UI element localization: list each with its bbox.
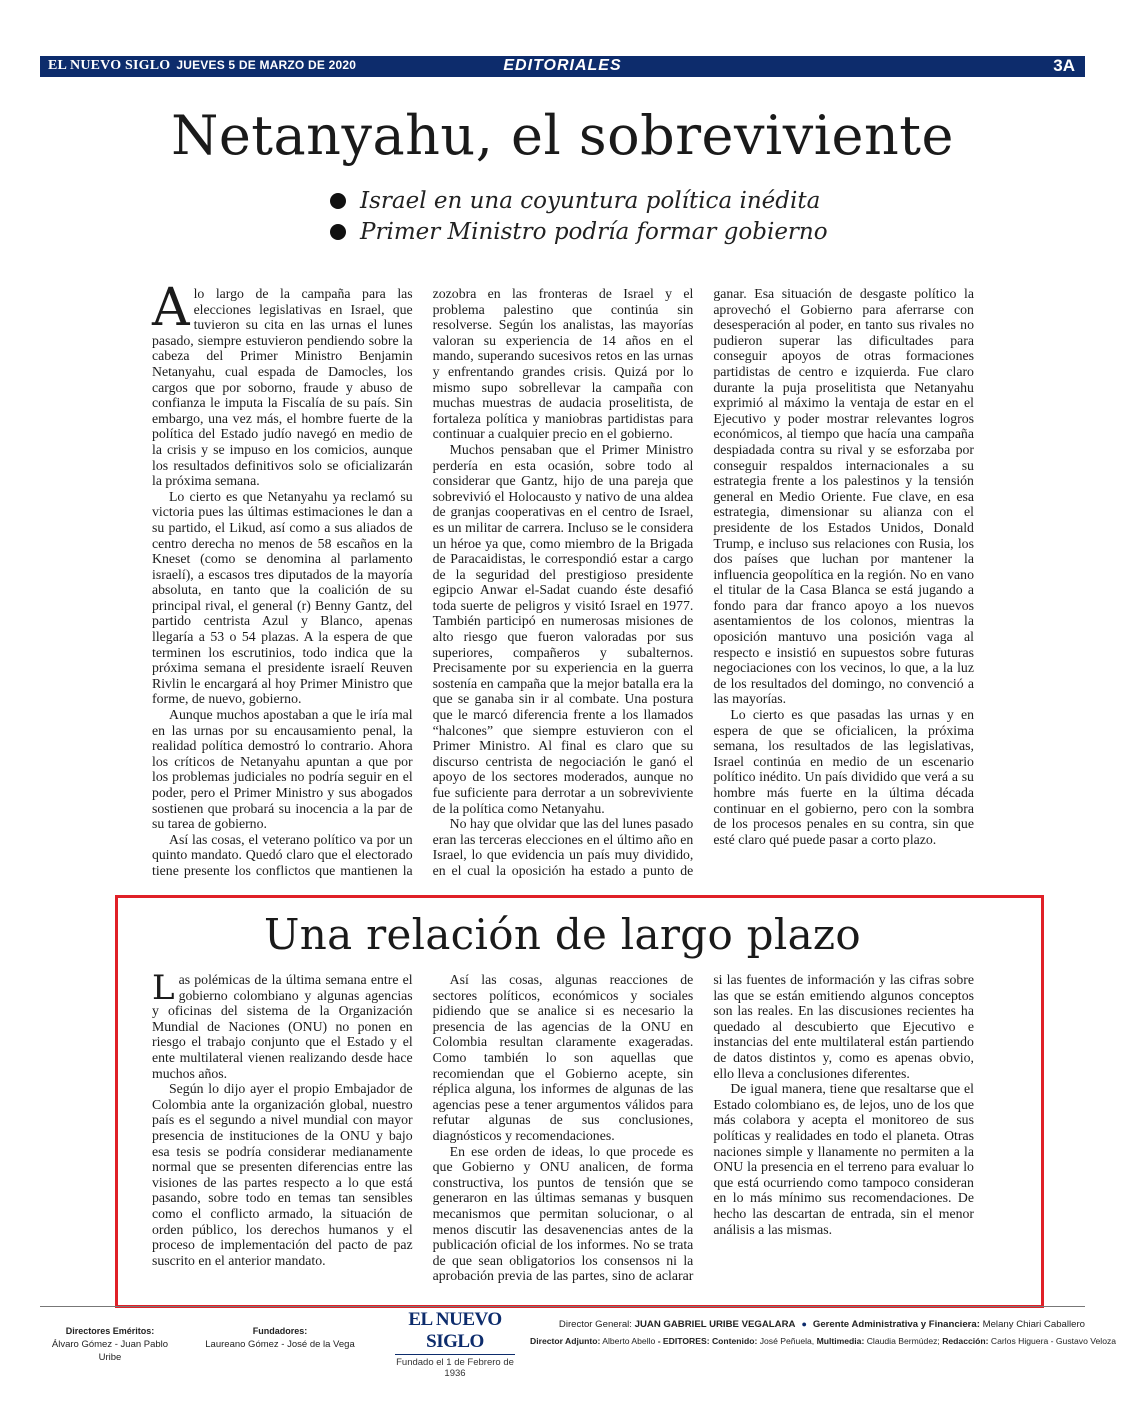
editors-label: - EDITORES: Contenido: [657,1336,758,1346]
footer-founders [205,1325,355,1351]
footer-emeritus-names: Álvaro Gómez - Juan Pablo Uribe [51,1339,169,1363]
section-name: EDITORIALES [503,57,622,74]
footer-logo: EL NUEVO SIGLO [395,1309,515,1355]
paragraph: Lo cierto es que Netanyahu ya reclamó su victoria pues las últimas estimaciones le dan a su partido, el Likud, así como a sus aliados de centro derecha no menos de 58 escaños en la Kneset (como se denomina al parlamento israelí), a escasos tres diputados de la mayoría absoluta, en tanto que la coalición de su principal rival, el general (r) Benny Gantz, del partido centrista Azul y Blanco, apenas llegaría a 53 o 54 plazas. A la espera de que terminen los escrutinios, todo indica que la próxima semana el presidente israelí Reuven Rivlin le encargará al hoy Primer Ministro que forme, de nuevo, gobierno. [152,488,413,707]
multimedia-name: Claudia Bermúdez; [866,1336,940,1346]
summary-bullet: Israel en una coyuntura política inédita [330,186,828,217]
footer-emeritus-label: Directores Eméritos: [65,1326,155,1336]
footer-staff [530,1316,1117,1350]
footer-staff-line-2 [530,1333,1117,1350]
redaccion-names: Carlos Higuera - Gustavo Veloza [990,1336,1117,1346]
editorial-2-title: Una relación de largo plazo [264,910,861,959]
masthead-bar [40,56,1085,77]
paragraph: Según lo dijo ayer el propio Embajador de Colombia ante la organización global, nuestro país es el segundo a nivel mundial con mayor presencia de instituciones de la ONU y bajo esa tesis se podría considerar medianamente normal que se presenten diferencias entre las visiones de las partes respecto a lo que está pasando, sobre todo en temas tan sensibles como el conflicto armado, la situación de orden público, los derechos humanos y el proceso de implementación del pacto de paz suscrito en el anterior mandato. [152,1081,413,1268]
drop-cap: L [152,968,175,1008]
paragraph: Aunque muchos apostaban a que le iría mal en las urnas por su encausamiento penal, la realidad política demostró lo contrario. Ahora los críticos de Netanyahu apuntan a que por los problemas judiciales no podría seguir en el poder, pero el Primer Ministro y sus abogados sostienen que probará su inocencia a la par de su tarea de gobierno. [152,707,413,832]
page-number: 3A [1053,56,1075,75]
drop-cap: A [152,278,190,338]
multimedia-label: Multimedia: [816,1336,865,1346]
editors-content: José Peñuela, [759,1336,815,1346]
footer-founders-label: Fundadores: [252,1326,308,1336]
director-label: Director General: [558,1319,632,1330]
paragraph: De igual manera, tiene que resaltarse que el Estado colombiano es, de lejos, uno de los que más colabora y acepta el monitoreo de sus políticas y realidades en todo el planeta. Otras naciones simple y llanamente no permiten a la ONU la presencia en el terreno para evaluar lo que está ocurriendo como tampoco consideran en lo más mínimo sus recomendaciones. De hecho las descartan de entrada, sin el menor análisis a las mismas. [713,1081,974,1237]
paragraph: Así las cosas, algunas reacciones de sectores políticos, económicos y sociales pidiendo que se analice si es necesario la presencia de las agencias de la ONU en Colombia resultan claramente exageradas. Como también lo son aquellas que recomiendan que el Gobierno acepte, sin réplica alguna, los informes de algunas de las agencias pese a tener argumentos válidos para refutar algunas de sus conclusiones, diagnósticos y recomendaciones. [432,972,694,1143]
bullet-dot-icon [330,224,346,240]
paragraph: Lo cierto es que pasadas las urnas y en espera de que se oficialicen, la próxima semana, los resultados de las legislativas, Israel continúa en medio de un escenario político inédito. Un país dividido que verá a su hombre más fuerte en la última década continuar en el gobierno, pero con la sombra de los procesos penales en su contra, sin que esté claro qué puede pasar a corto plazo. [713,707,974,847]
issue-date: JUEVES 5 DE MARZO DE 2020 [176,58,357,72]
paragraph: Alo largo de la campaña para las elecciones legislativas en Israel, que tuvieron su cita en las urnas el lunes pasado, siempre estuvieron pendiendo sobre la cabeza del Primer Ministro Benjamin Netanyahu, cual espada de Damocles, los cargos que por soborno, fraude y abuso de confianza le imputa la Fiscalía de su país. Sin embargo, una vez más, el hombre fuerte de la política del Estado judío navegó en medio de la crisis y se impuso en los comicios, aunque los resultados definitivos solo se oficializarán la próxima semana. [152,278,413,489]
newspaper-name: EL NUEVO SIGLO [48,58,171,73]
redaccion-label: Redacción: [942,1336,989,1346]
editorial-1-body [152,278,974,886]
paragraph: En ese orden de ideas, lo que procede es que Gobierno y ONU analicen, de forma constructiva, los puntos de tensión que se generaron en las últimas semanas y busquen mecanismos que permitan solucionar, o al menos discutir las desavenencias antes de la publicación oficial de los informes. No se trata de que sean obligatorios los consensos ni la aprobación previa de las partes, sino de aclarar si las fuentes de información y las cifras sobre las que se están emitiendo algunos conceptos son las reales. En las discusiones recientes ha quedado al descubierto que Ejecutivo e instancias del ente multilateral están partiendo de datos distintos y, como es apenas obvio, ello lleva a conclusiones diferentes. [432,972,974,1284]
bullet-dot-icon [330,193,346,209]
footer-founders-names: Laureano Gómez - José de la Vega [205,1339,355,1350]
paragraph: No hay que olvidar que las del lunes pasado eran las terceras elecciones en el último año en Israel, lo que evidencia un país muy dividido, en el cual la oposición ha estado a punto de ganar. Esa situación de desgaste político la aprovechó el Gobierno para aferrarse con desesperación al poder, en tanto sus rivales no pudieron superar las dificultades para conseguir apoyos de otras formaciones partidistas de centro e izquierda. Fue claro durante la puja proselitista que Netanyahu exprimió al máximo la ventaja de estar en el Ejecutivo y poder mostrar relevantes logros económicos, al tiempo que hacía una campaña despiadada contra su rival y se esforzaba por conseguir respaldos internacionales a su estrategia frente a los palestinos y la tensión general en Medio Oriente. Fue clave, en esa estrategia, dimensionar su alianza con el presidente de los Estados Unidos, Donald Trump, e incluso sus relaciones con Rusia, los dos países que luchan por mantener la influencia geopolítica en la región. No en vano el titular de la Casa Blanca se está jugando a fondo para dar franco apoyo a los nuevos asentamientos de los colonos, mientras la oposición mantuvo una posición vaga al respecto e insistió en supuestos sobre futuras negociaciones con los vecinos, lo que, a la luz de los resultados del domingo, no convenció a las mayorías. [432,286,974,878]
director-name: JUAN GABRIEL URIBE VEGALARA [634,1319,796,1330]
editorial-1-summary [330,186,828,248]
manager-name: Melany Chiari Caballero [982,1319,1085,1330]
adjunto-label: Director Adjunto: [530,1336,601,1346]
paragraph: Las polémicas de la última semana entre el gobierno colombiano y algunas agencias y oficinas del sistema de la Organización Mundial de Naciones (ONU) no ponen en riesgo el trabajo conjunto que el Estado y el ente multilateral vienen realizando desde hace muchos años. [152,968,413,1081]
editorial-1-title: Netanyahu, el sobreviviente [171,104,954,167]
footer-brand [395,1309,515,1379]
manager-label: Gerente Administrativa y Financiera: [812,1319,980,1330]
adjunto-name: Alberto Abello [602,1336,656,1346]
footer-founded: Fundado el 1 de Febrero de 1936 [396,1357,514,1379]
paragraph: Muchos pensaban que el Primer Ministro perdería en esta ocasión, sobre todo al considerar que Gantz, hijo de una pareja que sobrevivió el Holocausto y nativo de una aldea de granjas cooperativas en el centro de Israel, es un militar de carrera. Incluso se le considera un héroe ya que, como miembro de la Brigada de Paracaidistas, le correspondió estar a cargo de la seguridad del prestigioso presidente egipcio Anwar el-Sadat cuando éste desafió toda suerte de peligros y visitó Israel en 1977. También participó en numerosas misiones de alto riesgo que fueron valoradas por sus superiores, compañeros y subalternos. Precisamente por su experiencia en la guerra sostenía en campaña que la mejor batalla era la que se ganaba sin ir al combate. Una postura que le marcó diferencia frente a los llamados “halcones” que siempre estuvieron con el Primer Ministro. Al final es claro que su discurso centrista de negociación le ganó el apoyo de los sectores moderados, aunque no fue suficiente para derrotar a un sobreviviente de la política como Netanyahu. [432,441,694,816]
footer-divider [40,1306,1085,1307]
editorial-2-body [152,968,974,1294]
paragraph: Así las cosas, el veterano político va por un quinto mandato. Quedó claro que el electorado tiene presente los conflictos que mantienen la zozobra en las fronteras de Israel y el problema palestino que continúa sin resolverse. Según los analistas, las mayorías valoran su experiencia de 14 años en el mando, superando sucesivos retos en las urnas y enfrentando grandes crisis. Quizá por lo mismo supo sobrellevar la campaña con muchas muestras de audacia proselitista, de fortaleza política y maniobras partidistas para continuar a cualquier precio en el gobierno. [152,286,694,878]
separator-dot-icon: ● [801,1319,807,1329]
footer-staff-line-1 [530,1316,1085,1333]
summary-bullet: Primer Ministro podría formar gobierno [330,217,828,248]
footer-emeritus [40,1325,180,1364]
